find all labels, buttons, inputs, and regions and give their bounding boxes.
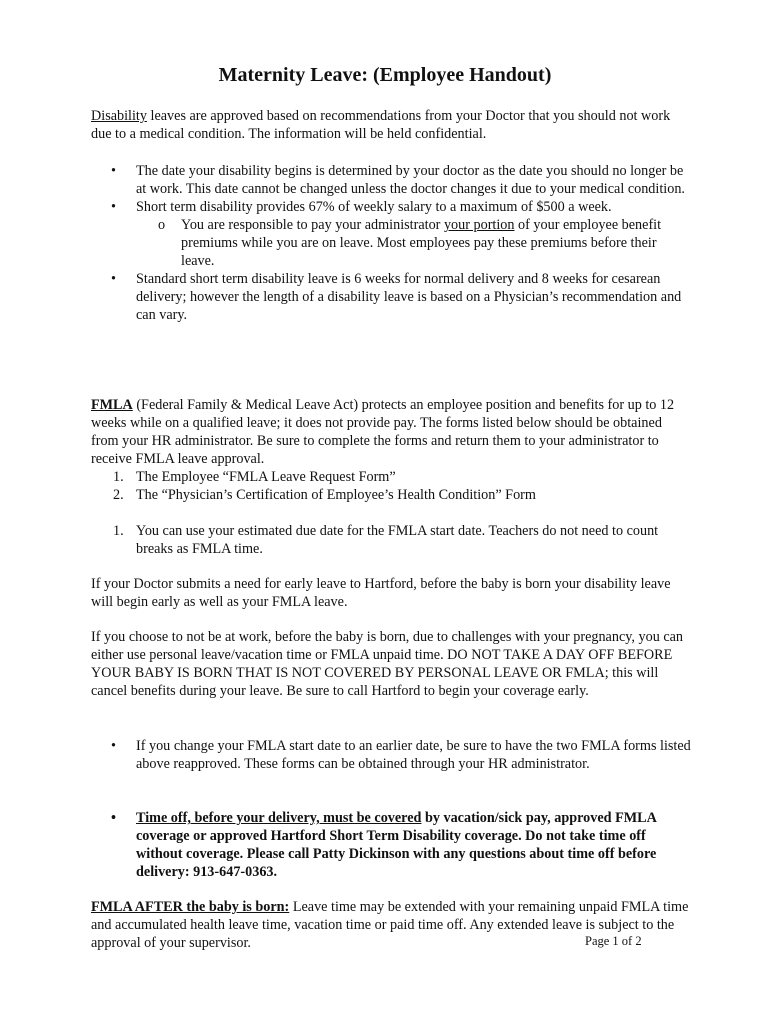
bullet-text: Standard short term disability leave is 6 weeks for normal delivery and 8 weeks for cesarean delivery; however the length of a disability leave is based on a Physician’s recommendation and can vary. [136, 271, 682, 323]
fmla-heading: FMLA [91, 397, 133, 413]
bullet-text: If you change your FMLA start date to an earlier date, be sure to have the two FMLA forms listed above reapproved. These forms can be obtained through your HR administrator. [136, 738, 691, 772]
bullet-text: Short term disability provides 67% of weekly salary to a maximum of $500 a week. [136, 199, 612, 215]
time-off-bullets [91, 809, 691, 881]
time-off-underline: Time off, before your delivery, must be covered [136, 810, 422, 826]
sub-list-item [136, 216, 691, 270]
disability-sub-bullets [136, 216, 691, 270]
list-item [91, 270, 691, 324]
list-item [91, 737, 691, 773]
list-item [91, 522, 691, 558]
fmla-intro [91, 396, 691, 468]
time-off-text: by vacation/sick pay, approved FMLA coverage or approved Hartford Short Term Disability coverage. Do not take time off without coverage. Please call Patty Dickinson with any questions about time off before delivery: 913-647-0363. [136, 810, 657, 880]
sub-bullet-underline: your portion [443, 217, 515, 233]
disability-heading: Disability [91, 108, 147, 124]
disability-intro-text: leaves are approved based on recommendations from your Doctor that you should not work due to a medical condition. The information will be held confidential. [91, 108, 671, 142]
disability-bullets [91, 162, 691, 324]
after-birth-text: Leave time may be extended with your remaining unpaid FMLA time and accumulated health leave time, vacation time or paid time off. Any extended leave is subject to the approval of your supervisor. [91, 899, 689, 951]
disability-intro [91, 107, 691, 143]
page-number: Page 1 of 2 [585, 934, 642, 948]
list-item [91, 809, 691, 881]
list-item [91, 162, 691, 198]
fmla-forms-list [91, 468, 691, 504]
sub-bullet-text: You are responsible to pay your administrator [181, 217, 444, 233]
change-date-bullets [91, 737, 691, 773]
list-number: 2. [113, 487, 124, 503]
page-title: Maternity Leave: (Employee Handout) [218, 64, 552, 86]
list-number: 1. [113, 469, 124, 485]
choose-not-paragraph: If you choose to not be at work, before the baby is born, due to challenges with your pregnancy, you can either use personal leave/vacation time or FMLA unpaid time. DO NOT TAKE A DAY OFF BEFORE YOUR BABY IS BORN THAT IS NOT COVERED BY PERSONAL LEAVE OR FMLA; this will cancel benefits during your leave. Be sure to call Hartford to begin your coverage early. [91, 629, 684, 699]
fmla-note-list [91, 522, 691, 558]
list-text: The “Physician’s Certification of Employee’s Health Condition” Form [136, 487, 536, 503]
sub-bullet-text-rest: of your employee benefit premiums while you are on leave. Most employees pay these premiums before their leave. [181, 217, 662, 269]
list-number: 1. [113, 523, 124, 539]
list-item [91, 198, 691, 270]
list-text: The Employee “FMLA Leave Request Form” [136, 469, 396, 485]
list-text: You can use your estimated due date for the FMLA start date. Teachers do not need to count breaks as FMLA time. [136, 523, 659, 557]
early-leave-paragraph: If your Doctor submits a need for early leave to Hartford, before the baby is born your disability leave will begin early as well as your FMLA leave. [91, 576, 671, 610]
bullet-text: The date your disability begins is determined by your doctor as the date you should no longer be at work. This date cannot be changed unless the doctor changes it due to your medical condition. [136, 163, 685, 197]
list-item [91, 468, 691, 486]
fmla-intro-text: (Federal Family & Medical Leave Act) protects an employee position and benefits for up to 12 weeks while on a qualified leave; it does not provide pay. The forms listed below should be obtained from your HR administrator. Be sure to complete the forms and return them to your administrator to receive FMLA leave approval. [91, 397, 675, 467]
after-birth-heading: FMLA AFTER the baby is born: [91, 899, 290, 915]
list-item [91, 486, 691, 504]
